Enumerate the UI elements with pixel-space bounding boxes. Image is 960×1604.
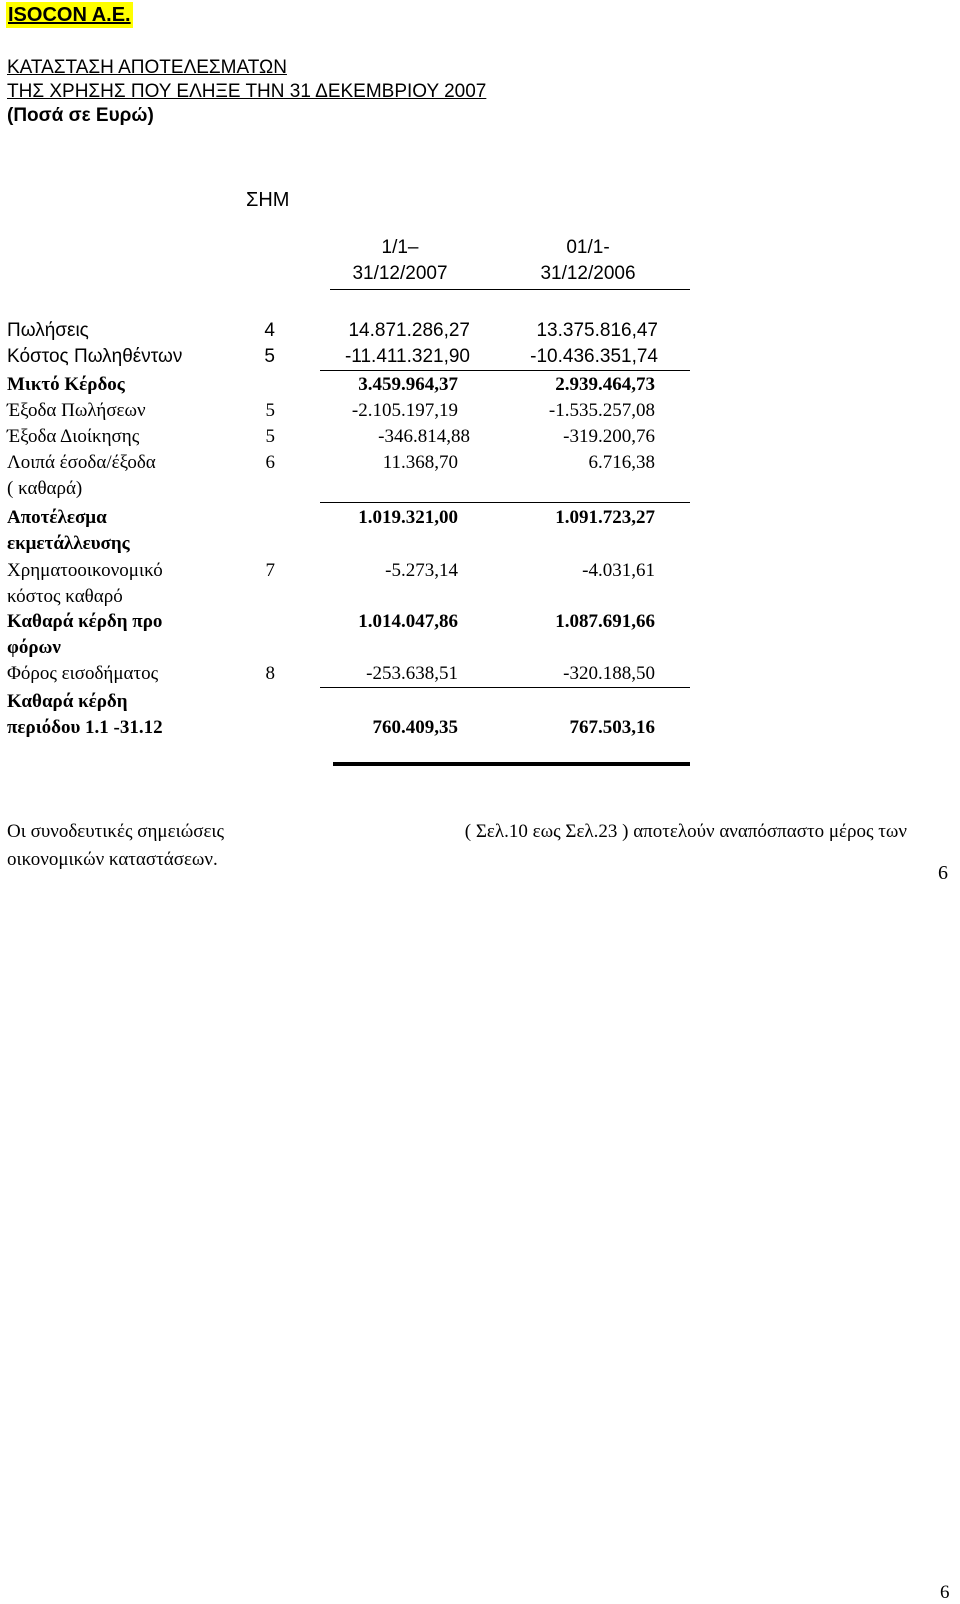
currency-note: (Ποσά σε Ευρώ) [7, 105, 154, 126]
row-label: Έξοδα Διοίκησης [7, 426, 140, 447]
row-label: Λοιπά έσοδα/έξοδα [7, 452, 156, 473]
row-value-2006: -10.436.351,74 [530, 346, 658, 367]
total-double-rule [333, 762, 690, 766]
row-value-2006: -1.535.257,08 [548, 400, 655, 421]
row-value-2006: 6.716,38 [588, 452, 655, 473]
row-label: Καθαρά κέρδη προ [7, 611, 163, 632]
row-label: Φόρος εισοδήματος [7, 663, 159, 684]
row-value-2007: 11.368,70 [382, 452, 458, 473]
row-value-2007: -2.105.197,19 [351, 400, 458, 421]
row-value-2006: 13.375.816,47 [536, 320, 658, 341]
row-value-2007: 1.014.047,86 [358, 611, 458, 632]
row-value-2006: 1.087.691,66 [555, 611, 655, 632]
row-value-2007: -5.273,14 [385, 560, 458, 581]
row-label: Αποτέλεσμα [7, 507, 107, 528]
page-number: 6 [938, 862, 948, 884]
row-label-continued: εκμετάλλευσης [7, 533, 130, 554]
row-label: Πωλήσεις [7, 320, 89, 341]
row-note: 5 [265, 426, 275, 447]
row-note: 5 [265, 400, 275, 421]
row-label-continued: φόρων [7, 637, 61, 658]
row-value-2006: -319.200,76 [563, 426, 655, 447]
column-2006-header-line1: 01/1- [566, 237, 610, 258]
row-value-2006: 1.091.723,27 [555, 507, 655, 528]
row-label: Χρηματοοικονομικό [7, 560, 163, 581]
column-2007-header-line1: 1/1– [381, 237, 419, 258]
row-value-2007: 760.409,35 [372, 717, 458, 738]
row-note: 4 [264, 320, 275, 341]
row-value-2006: 767.503,16 [569, 717, 655, 738]
row-value-2006: -320.188,50 [563, 663, 655, 684]
statement-period: ΤΗΣ ΧΡΗΣΗΣ ΠΟΥ ΕΛΗΞΕ ΤΗΝ 31 ΔΕΚΕΜΒΡΙΟΥ 2007 [7, 81, 487, 102]
row-value-2007: 14.871.286,27 [348, 320, 470, 341]
row-value-2007: -11.411.321,90 [344, 346, 470, 367]
row-label: Κόστος Πωληθέντων [7, 346, 183, 367]
footer-note-line1 [7, 819, 907, 845]
statement-title: ΚΑΤΑΣΤΑΣΗ ΑΠΟΤΕΛΕΣΜΑΤΩΝ [7, 57, 287, 78]
row-label: Έξοδα Πωλήσεων [7, 400, 146, 421]
row-value-2007: 3.459.964,37 [358, 374, 458, 395]
page-number-bottom: 6 [940, 1582, 950, 1603]
column-2006-header-line2: 31/12/2006 [540, 263, 636, 284]
row-value-2006: -4.031,61 [582, 560, 655, 581]
row-note: 5 [264, 346, 275, 367]
row-label: Καθαρά κέρδη [7, 691, 128, 712]
row-value-2006: 2.939.464,73 [555, 374, 655, 395]
column-2007-header-line2: 31/12/2007 [352, 263, 448, 284]
subtotal-rule [320, 502, 690, 503]
row-value-2007: -253.638,51 [366, 663, 458, 684]
row-note: 6 [265, 452, 275, 473]
row-note: 8 [265, 663, 275, 684]
row-value-2007: 1.019.321,00 [358, 507, 458, 528]
row-label-continued: περιόδου 1.1 -31.12 [7, 717, 163, 738]
row-label: Μικτό Κέρδος [7, 374, 125, 395]
footer-note-left: Οι συνοδευτικές σημειώσεις [7, 821, 225, 842]
footer-note-right: ( Σελ.10 εως Σελ.23 ) αποτελούν αναπόσπαστο μέρος των [464, 821, 907, 842]
row-label-continued: κόστος καθαρό [7, 586, 123, 607]
row-note: 7 [265, 560, 275, 581]
row-value-2007: -346.814,88 [378, 426, 470, 447]
row-label-continued: ( καθαρά) [7, 478, 83, 499]
header-rule [330, 289, 690, 290]
subtotal-rule [320, 687, 690, 688]
footer-note-line2: οικονομικών καταστάσεων. [7, 849, 218, 870]
notes-column-header: ΣΗΜ [246, 189, 290, 211]
subtotal-rule [320, 370, 690, 371]
company-name: ISOCON A.E. [8, 4, 131, 26]
